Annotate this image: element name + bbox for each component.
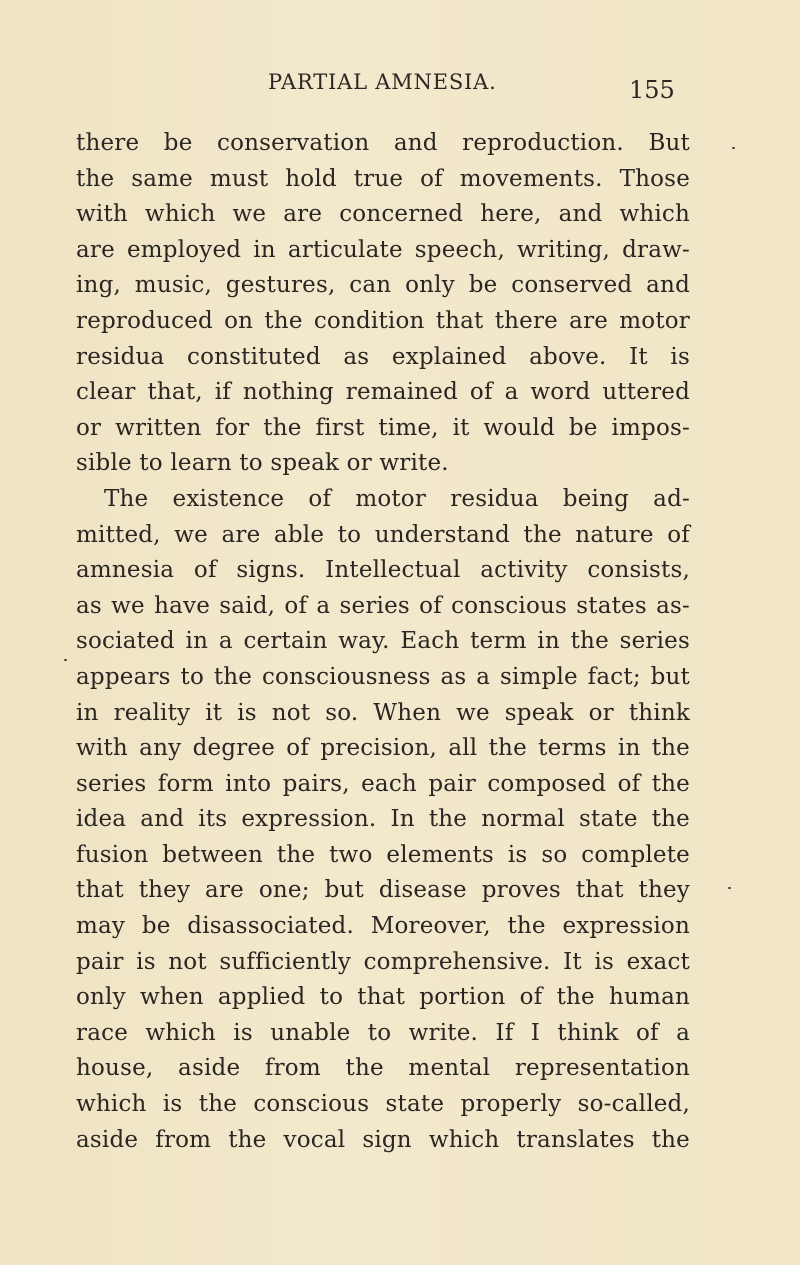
text-line: there be conservation and reproduction. But [76,130,690,156]
text-line: house, aside from the mental representation [76,1055,690,1082]
text-line: only when applied to that portion of the human [76,984,690,1011]
text-line: residua constituted as explained above. It is [76,343,690,370]
text-line: with which we are concerned here, and which [76,201,690,228]
margin-speck [732,147,735,149]
text-line: series form into pairs, each pair composed of the [76,770,690,797]
body-text [76,126,690,1158]
text-line: mitted, we are able to understand the nature of [76,521,690,548]
text-line: appears to the consciousness as a simple fact; but [76,663,690,690]
text-line: The existence of motor residua being ad- [104,485,690,512]
text-line: amnesia of signs. Intellectual activity consists, [76,557,690,584]
page-header [0,58,800,104]
text-line: sociated in a certain way. Each term in the series [76,628,690,655]
text-line: idea and its expression. In the normal state the [76,806,690,833]
running-head: PARTIAL AMNESIA. [268,70,497,94]
text-line: clear that, if nothing remained of a word uttered [76,379,690,406]
text-line: that they are one; but disease proves that they [76,877,690,904]
text-line: which is the conscious state properly so-called, [76,1091,690,1118]
text-line: may be disassociated. Moreover, the expression [76,913,690,940]
page-number: 155 [629,76,675,104]
text-line: as we have said, of a series of conscious states as- [76,592,690,619]
margin-speck [64,659,67,661]
text-line: or written for the first time, it would be impos- [76,414,690,441]
text-line: are employed in articulate speech, writing, draw- [76,236,690,263]
margin-speck [728,887,731,889]
text-line: race which is unable to write. If I think of a [76,1019,690,1046]
text-line: with any degree of precision, all the terms in the [76,735,690,762]
text-line: sible to learn to speak or write. [76,450,449,477]
text-line: ing, music, gestures, can only be conserved and [76,272,690,299]
text-line: in reality it is not so. When we speak or think [76,699,690,726]
text-line: fusion between the two elements is so complete [76,841,690,868]
text-line: the same must hold true of movements. Those [76,165,690,192]
text-line: aside from the vocal sign which translates the [76,1126,690,1153]
text-line: pair is not sufficiently comprehensive. It is exact [76,948,690,975]
text-line: reproduced on the condition that there are motor [76,307,690,334]
